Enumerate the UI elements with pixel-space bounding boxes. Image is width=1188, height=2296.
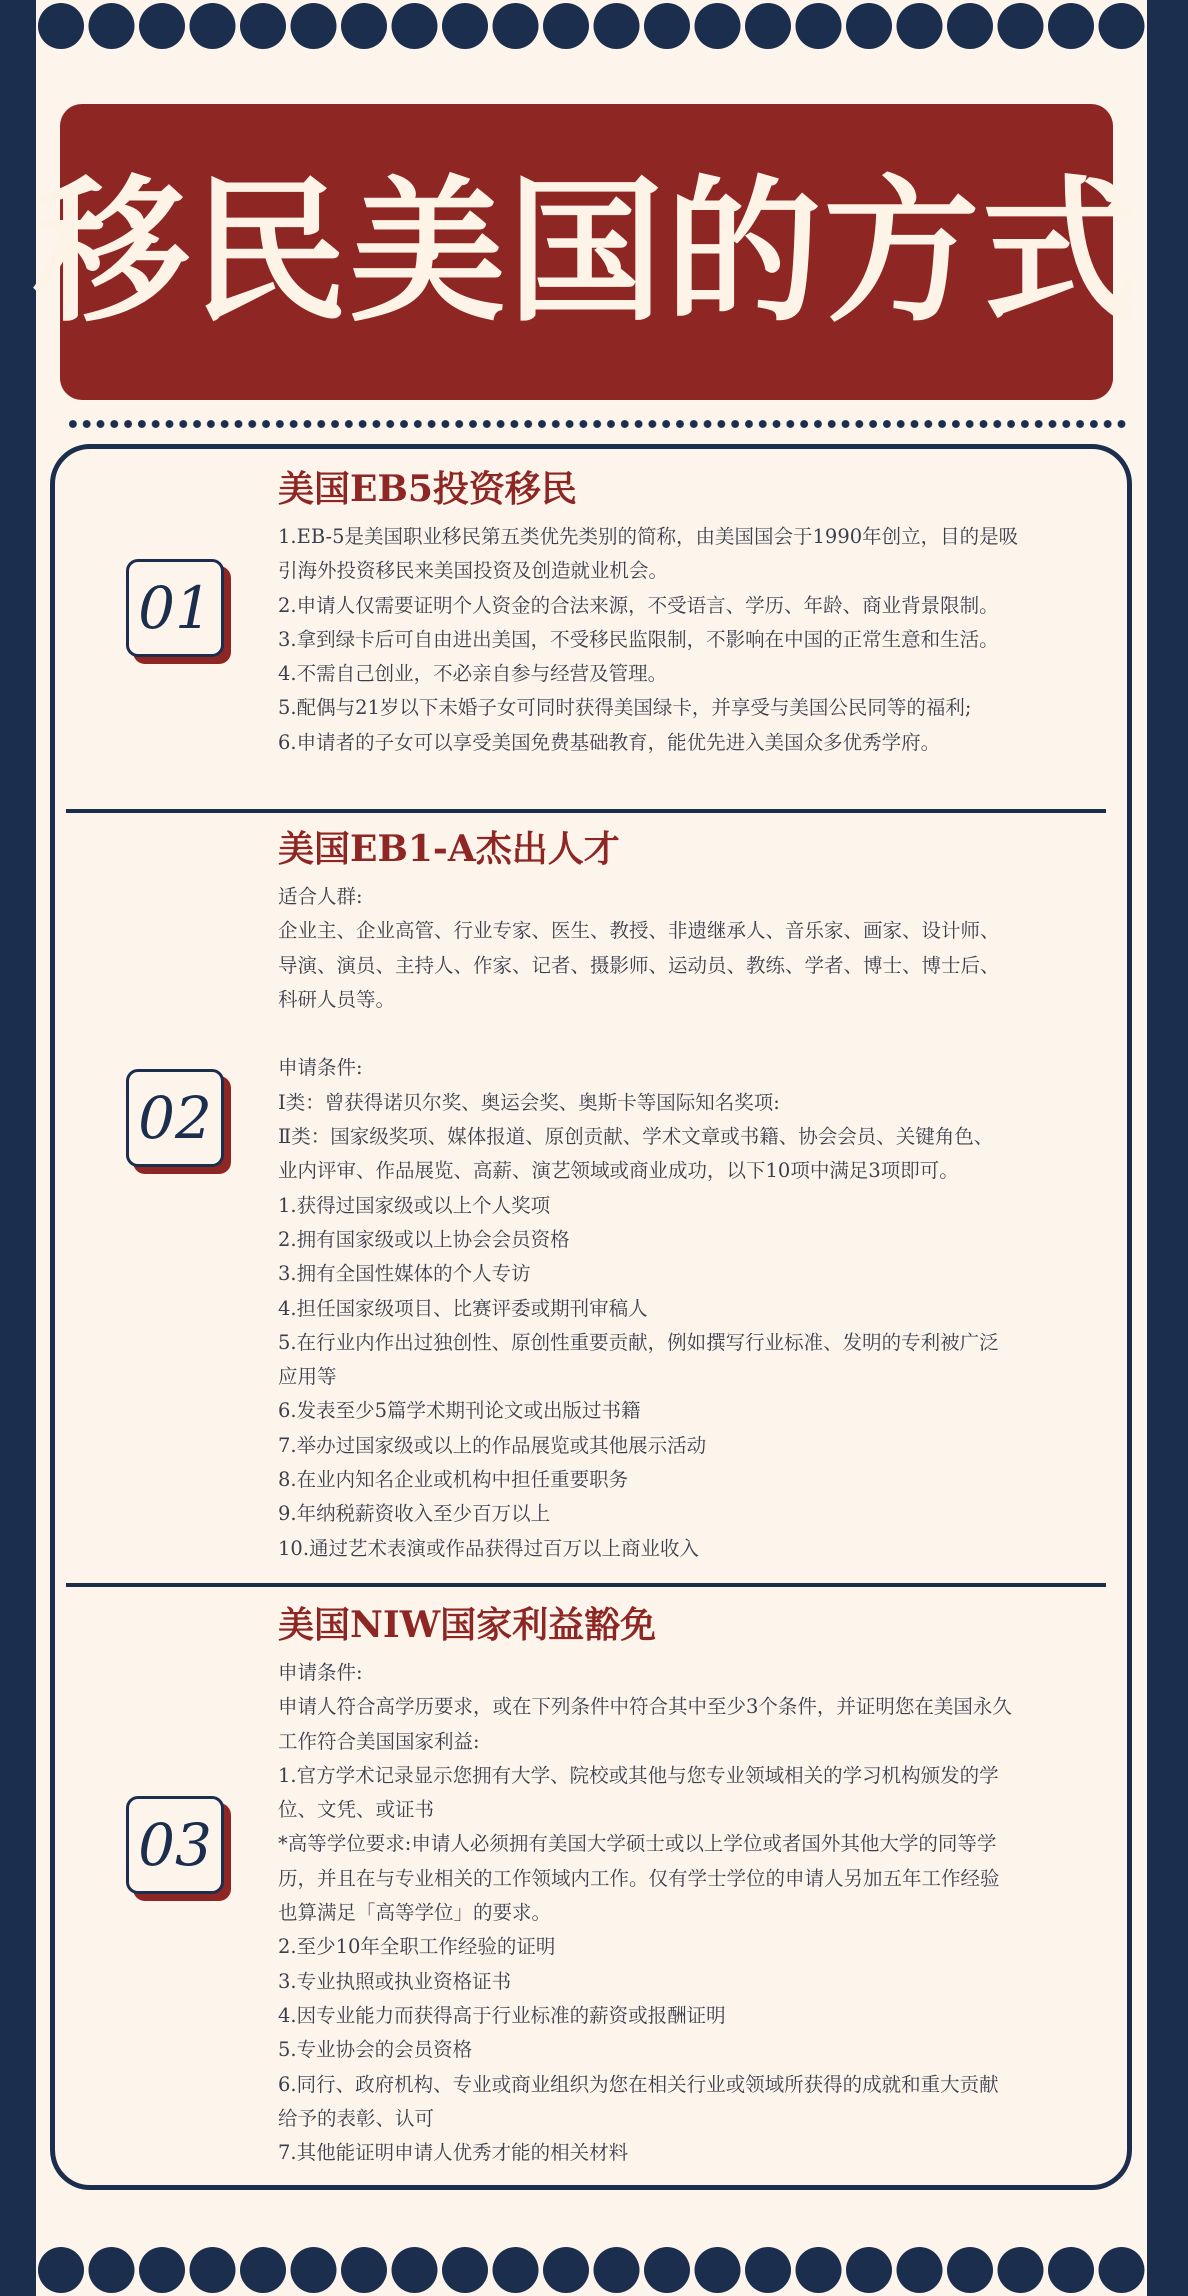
scallop-border-top [36, 0, 1147, 60]
scallop-bite [594, 2247, 640, 2293]
scallop-bite [1048, 3, 1094, 49]
section-line: 引海外投资移民来美国投资及创造就业机会。 [278, 559, 669, 583]
scallop-bite [89, 3, 135, 49]
scallop-bite [543, 3, 589, 49]
scallop-bite [291, 2247, 337, 2293]
section-divider [66, 809, 1106, 813]
scallop-bite [442, 2247, 488, 2293]
section-number-badge [126, 559, 224, 657]
scallop-bite [341, 2247, 387, 2293]
section-title: 美国EB5投资移民 [278, 468, 577, 510]
section-niw [278, 1600, 1088, 2170]
scallop-bite [998, 3, 1044, 49]
scallop-bite [38, 2247, 84, 2293]
scallop-bite [392, 3, 438, 49]
section-number-badge [126, 1796, 224, 1894]
scallop-bite [139, 3, 185, 49]
scallop-bite [291, 3, 337, 49]
scallop-bite [644, 2247, 690, 2293]
section-line: 申请条件: [278, 1056, 363, 1080]
scallop-bite [846, 2247, 892, 2293]
scallop-bite [998, 2247, 1044, 2293]
section-line: 申请条件: [278, 1661, 363, 1684]
scallop-bite [190, 2247, 236, 2293]
section-number-badge [126, 1069, 224, 1167]
scallop-bite [493, 2247, 539, 2293]
scallop-bite [442, 3, 488, 49]
section-line: 2.至少10年全职工作经验的证明 [278, 1935, 556, 1959]
section-line: 6.同行、政府机构、专业或商业组织为您在相关行业或领域所获得的成就和重大贡献 [278, 2072, 999, 2096]
dotted-divider [66, 418, 1126, 430]
section-body [278, 880, 1088, 1566]
section-line: 5.配偶与21岁以下未婚子女可同时获得美国绿卡，并享受与美国公民同等的福利; [278, 696, 972, 720]
scallop-bite [1048, 2247, 1094, 2293]
section-line: 导演、演员、主持人、作家、记者、摄影师、运动员、教练、学者、博士、博士后、 [278, 953, 1000, 977]
section-body [278, 1656, 1088, 2170]
section-number: 01 [126, 559, 224, 657]
scallop-bite [796, 2247, 842, 2293]
title-banner [33, 104, 1140, 400]
scallop-bite [392, 2247, 438, 2293]
section-line: 企业主、企业高管、行业专家、医生、教授、非遗继承人、音乐家、画家、设计师、 [278, 919, 1000, 943]
scallop-bite [1099, 3, 1145, 49]
section-line [278, 1017, 1088, 1051]
scallop-bite [846, 3, 892, 49]
section-line: 1.EB-5是美国职业移民第五类优先类别的简称，由美国国会于1990年创立，目的是吸 [278, 525, 1019, 548]
scallop-bite [139, 2247, 185, 2293]
scallop-bite [695, 3, 741, 49]
section-line: 2.申请人仅需要证明个人资金的合法来源，不受语言、学历、年龄、商业背景限制。 [278, 593, 999, 617]
scallop-bite [745, 2247, 791, 2293]
section-title: 美国NIW国家利益豁免 [278, 1604, 657, 1646]
scallop-bite [1099, 2247, 1145, 2293]
scallop-bite [493, 3, 539, 49]
scallop-bite [240, 2247, 286, 2293]
scallop-bite [341, 3, 387, 49]
scallop-bite [38, 3, 84, 49]
scallop-bite [745, 3, 791, 49]
section-eb1a [278, 824, 1088, 1566]
scallop-bite [947, 3, 993, 49]
section-line: 1.官方学术记录显示您拥有大学、院校或其他与您专业领域相关的学习机构颁发的学 [278, 1763, 999, 1787]
scallop-bite [240, 3, 286, 49]
scallop-bite [897, 2247, 943, 2293]
page-title: 移民美国的方式 [33, 161, 1140, 343]
scallop-bite [594, 3, 640, 49]
scallop-bite [897, 3, 943, 49]
section-divider [66, 1583, 1106, 1587]
section-line: 应用等 [278, 1365, 337, 1389]
section-line: 3.拿到绿卡后可自由进出美国，不受移民监限制，不影响在中国的正常生意和生活。 [278, 627, 999, 651]
section-body [278, 520, 1088, 760]
section-line: 4.担任国家级项目、比赛评委或期刊审稿人 [278, 1296, 648, 1320]
section-line: 工作符合美国国家利益: [278, 1729, 480, 1753]
section-eb5 [278, 464, 1088, 760]
section-line: 8.在业内知名企业或机构中担任重要职务 [278, 1468, 629, 1492]
section-line: 适合人群: [278, 885, 363, 908]
section-line: 7.举办过国家级或以上的作品展览或其他展示活动 [278, 1433, 707, 1457]
section-line: 3.拥有全国性媒体的个人专访 [278, 1262, 531, 1286]
section-line: 5.在行业内作出过独创性、原创性重要贡献，例如撰写行业标准、发明的专利被广泛 [278, 1330, 999, 1354]
section-line: 历，并且在与专业相关的工作领域内工作。仅有学士学位的申请人另加五年工作经验 [278, 1866, 1000, 1890]
section-line: 科研人员等。 [278, 987, 396, 1011]
scallop-bite [190, 3, 236, 49]
section-line: 1.获得过国家级或以上个人奖项 [278, 1193, 551, 1217]
section-number: 03 [126, 1796, 224, 1894]
section-line: 2.拥有国家级或以上协会会员资格 [278, 1227, 570, 1251]
section-line: 6.发表至少5篇学术期刊论文或出版过书籍 [278, 1399, 641, 1423]
section-line: 10.通过艺术表演或作品获得过百万以上商业收入 [278, 1536, 700, 1560]
section-line: 7.其他能证明申请人优秀才能的相关材料 [278, 2141, 629, 2165]
section-title: 美国EB1-A杰出人才 [278, 828, 620, 870]
section-line: *高等学位要求:申请人必须拥有美国大学硕士或以上学位或者国外其他大学的同等学 [278, 1832, 997, 1856]
section-line: Ⅱ类：国家级奖项、媒体报道、原创贡献、学术文章或书籍、协会会员、关键角色、 [278, 1125, 994, 1149]
scallop-bite [89, 2247, 135, 2293]
section-line: 给予的表彰、认可 [278, 2106, 435, 2130]
section-line: 6.申请者的子女可以享受美国免费基础教育，能优先进入美国众多优秀学府。 [278, 730, 941, 754]
section-line: Ⅰ类：曾获得诺贝尔奖、奥运会奖、奥斯卡等国际知名奖项: [278, 1090, 780, 1114]
scallop-border-bottom [36, 2236, 1147, 2296]
scallop-bite [695, 2247, 741, 2293]
scallop-bite [543, 2247, 589, 2293]
section-line: 5.专业协会的会员资格 [278, 2038, 473, 2062]
scallop-bite [644, 3, 690, 49]
section-line: 4.不需自己创业，不必亲自参与经营及管理。 [278, 662, 668, 686]
scallop-bite [947, 2247, 993, 2293]
section-line: 位、文凭、或证书 [278, 1798, 435, 1822]
section-line: 9.年纳税薪资收入至少百万以上 [278, 1502, 551, 1526]
section-number: 02 [126, 1069, 224, 1167]
section-line: 业内评审、作品展览、高薪、演艺领域或商业成功，以下10项中满足3项即可。 [278, 1159, 959, 1183]
section-line: 也算满足「高等学位」的要求。 [278, 1901, 552, 1925]
scallop-bite [796, 3, 842, 49]
section-line: 4.因专业能力而获得高于行业标准的薪资或报酬证明 [278, 2003, 726, 2027]
section-line: 3.专业执照或执业资格证书 [278, 1969, 512, 1993]
section-line: 申请人符合高学历要求，或在下列条件中符合其中至少3个条件，并证明您在美国永久 [278, 1695, 1012, 1719]
